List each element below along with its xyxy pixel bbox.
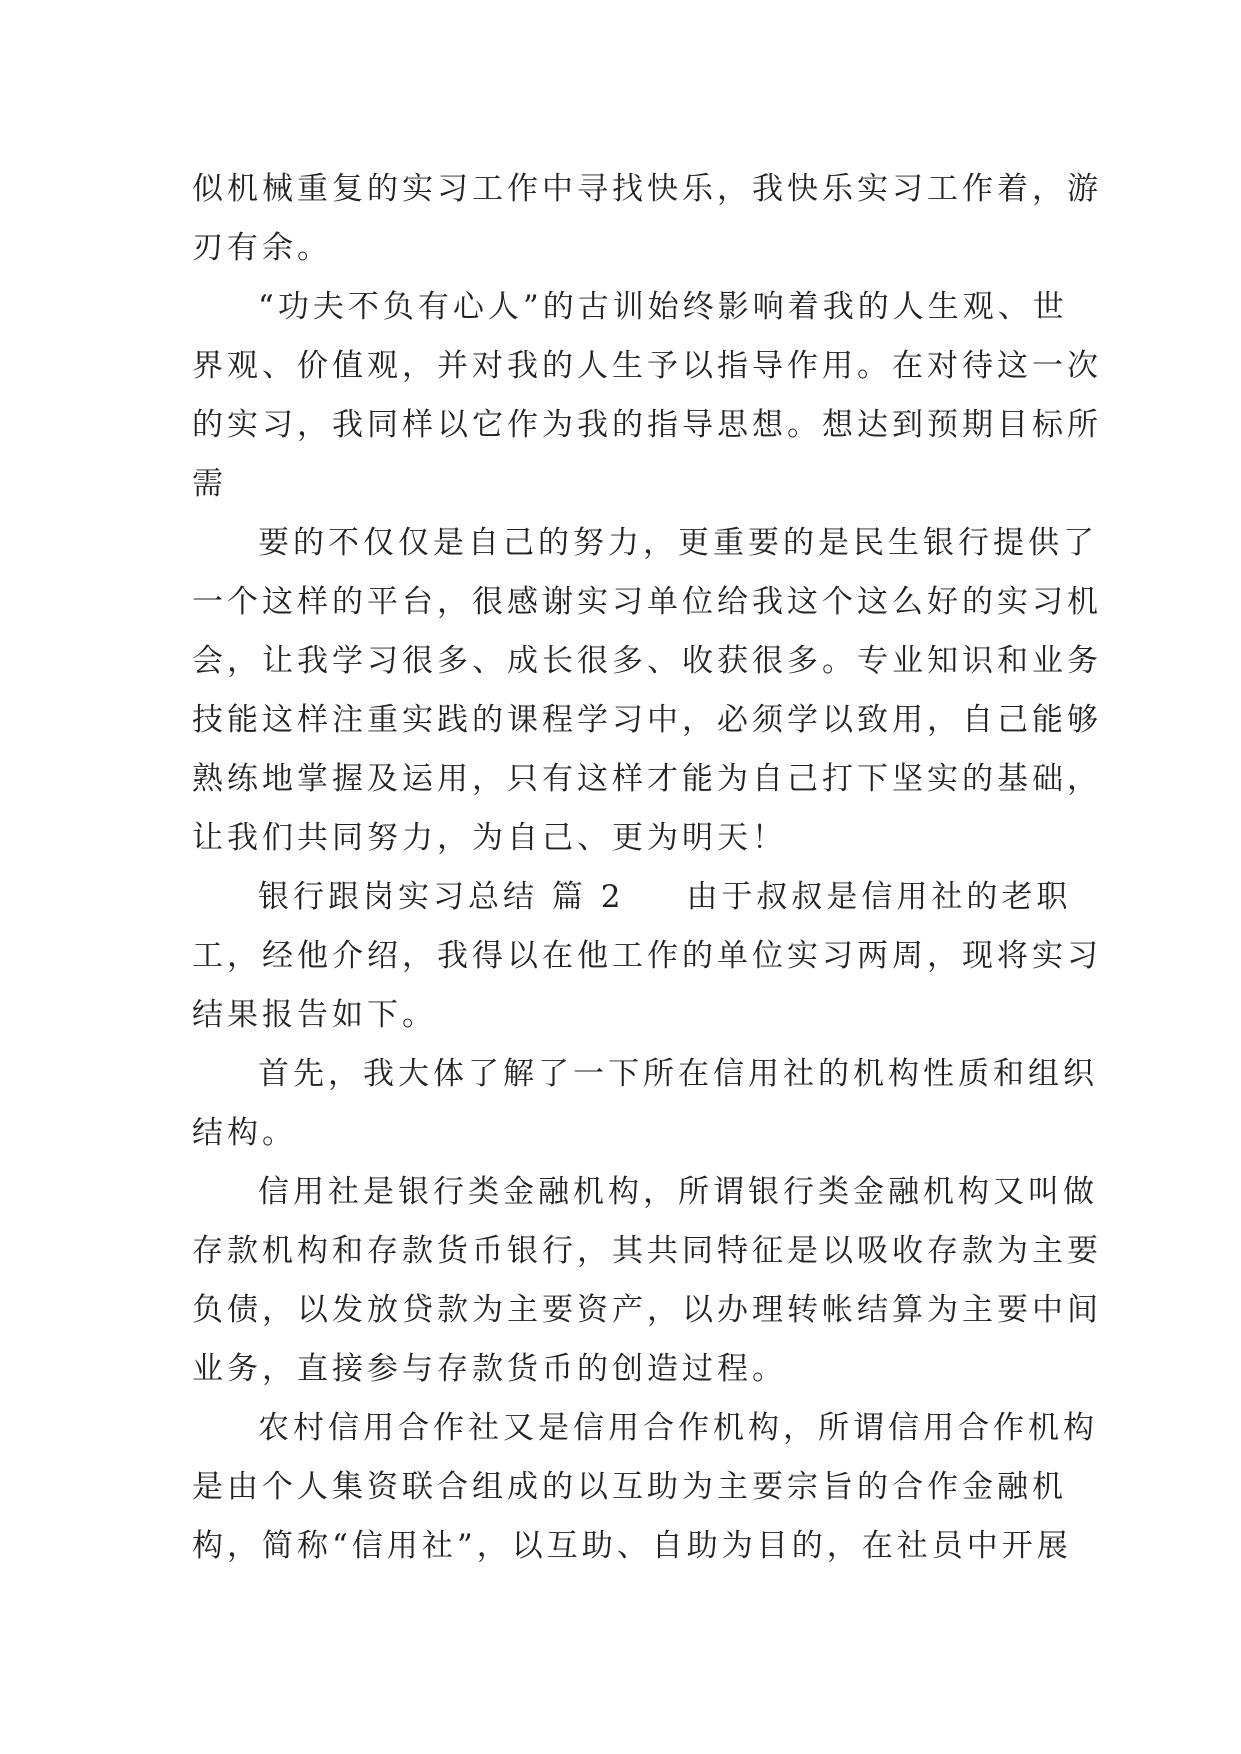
text-line: [192, 1281, 1102, 1340]
text-line-content: 技能这样注重实践的课程学习中，必须学以致用，自己能够: [192, 702, 1102, 738]
text-line-content: 结构。: [192, 1115, 297, 1151]
text-line: [192, 455, 1072, 514]
text-line: [192, 1045, 1098, 1104]
text-line: [192, 809, 1072, 868]
text-line-content: 需: [192, 466, 227, 502]
text-line: [192, 986, 1072, 1045]
text-line-content: 工，经他介绍，我得以在他工作的单位实习两周，现将实习: [192, 938, 1102, 974]
text-line: [192, 750, 1102, 809]
text-line: [192, 632, 1102, 691]
text-line-content: 是由个人集资联合组成的以互助为主要宗旨的合作金融机: [192, 1469, 1067, 1505]
text-line-content: 负债，以发放贷款为主要资产，以办理转帐结算为主要中间: [192, 1292, 1102, 1328]
text-line-content: 业务，直接参与存款货币的创造过程。: [192, 1351, 787, 1387]
text-line: [192, 1399, 1098, 1458]
text-line-content: 要的不仅仅是自己的努力，更重要的是民生银行提供了: [258, 525, 1098, 561]
text-line-content: 的实习，我同样以它作为我的指导思想。想达到预期目标所: [192, 407, 1102, 443]
text-line: [192, 514, 1098, 573]
text-line: [192, 337, 1102, 396]
text-line: [192, 927, 1102, 986]
text-line: [192, 278, 1072, 337]
body-text: [192, 160, 1102, 1576]
text-line: [192, 396, 1102, 455]
text-line-content: 似机械重复的实习工作中寻找快乐，我快乐实习工作着，游: [192, 171, 1102, 207]
text-line: [192, 1517, 1072, 1576]
text-line: [192, 691, 1102, 750]
text-line-content: 信用社是银行类金融机构，所谓银行类金融机构又叫做: [258, 1174, 1098, 1210]
text-line-content: 一个这样的平台，很感谢实习单位给我这个这么好的实习机: [192, 584, 1102, 620]
text-line-content: 熟练地掌握及运用，只有这样才能为自己打下坚实的基础，: [192, 761, 1102, 797]
text-line-content: 界观、价值观，并对我的人生予以指导作用。在对待这一次: [192, 348, 1102, 384]
text-line: [192, 1104, 1072, 1163]
text-line: [192, 219, 1072, 278]
text-line-content: 刃有余。: [192, 230, 332, 266]
text-line-tail: 由于叔叔是信用社的老职: [686, 879, 1072, 915]
text-line: [192, 573, 1102, 632]
text-line: [192, 1163, 1098, 1222]
text-line-content: 首先，我大体了解了一下所在信用社的机构性质和组织: [258, 1056, 1098, 1092]
text-line: [192, 868, 1072, 927]
text-line-content: “功夫不负有心人”的古训始终影响着我的人生观、世: [258, 289, 1068, 325]
text-line: [192, 1222, 1102, 1281]
text-line-content: 让我们共同努力，为自己、更为明天！: [192, 820, 787, 856]
text-line: [192, 1458, 1072, 1517]
text-line: [192, 160, 1102, 219]
text-line-content: 构，简称“信用社”，以互助、自助为目的，在社员中开展: [192, 1528, 1072, 1564]
text-line-content: 农村信用合作社又是信用合作机构，所谓信用合作机构: [258, 1410, 1098, 1446]
text-line-content: 银行跟岗实习总结 篇 2: [258, 879, 625, 915]
text-line-content: 结果报告如下。: [192, 997, 437, 1033]
text-line-content: 会，让我学习很多、成长很多、收获很多。专业知识和业务: [192, 643, 1102, 679]
text-line-content: 存款机构和存款货币银行，其共同特征是以吸收存款为主要: [192, 1233, 1102, 1269]
text-line: [192, 1340, 1072, 1399]
